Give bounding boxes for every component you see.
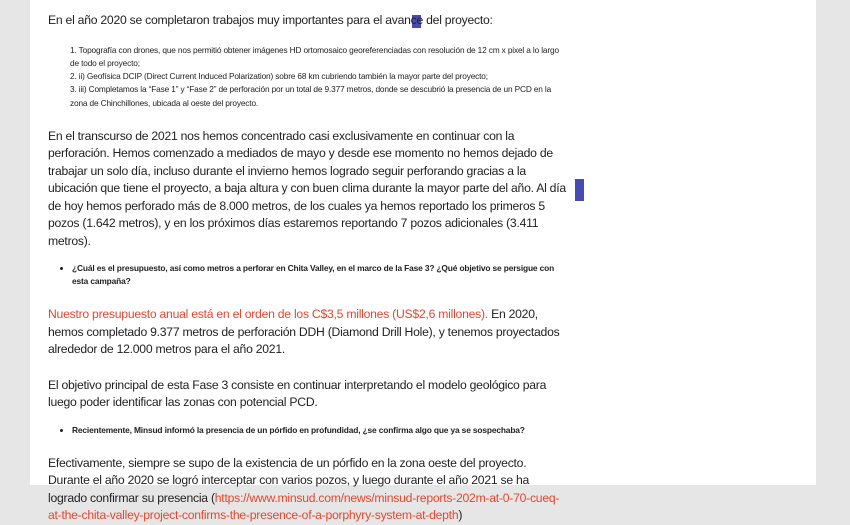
- porphyry-close: ): [458, 508, 463, 523]
- porphyry-link[interactable]: https://www.minsud.com/news/minsud-reports-202m-at-0-70-cueq-at-the-chita-valley-project-confirms-the-presence-of-a-porphyry-system-at-depth: [48, 490, 560, 523]
- scroll-marker: [575, 179, 584, 201]
- list-item: 3. iii) Completamos la “Fase 1” y “Fase 2” de perforación por un total de 9.377 metros, donde se descubrió la presencia de un PCD en la zona de Chinchillones, ubicada al oeste del proyecto.: [70, 84, 552, 108]
- intro-paragraph: En el año 2020 se completaron trabajos muy importantes para el avance del proyecto:: [48, 13, 493, 27]
- question-1: • ¿Cuál es el presupuesto, así como metros a perforar en Chita Valley, en el marco de la Fase 3? ¿Qué objetivo se persigue con esta campaña?: [72, 262, 568, 288]
- list-item: 1. Topografía con drones, que nos permitió obtener imágenes HD ortomosaico georeferenciadas con resolución de 12 cm x pixel a lo largo de todo el proyecto;: [70, 44, 559, 68]
- list-item: 2. ii) Geofísica DCIP (Direct Current Induced Polarization) sobre 68 km cubriendo también la mayor parte del proyecto;: [70, 71, 488, 82]
- porphyry-paragraph: [48, 455, 568, 525]
- article-content: [48, 12, 568, 525]
- achievements-list: [48, 44, 568, 110]
- budget-rest: En 2020, hemos completado 9.377 metros de perforación DDH (Diamond Drill Hole), y tenemos proyectados alrededor de 12.000 metros para el año 2021.: [48, 307, 560, 357]
- question-list-1: [48, 262, 568, 288]
- question-list-2: [48, 424, 568, 437]
- article-page: [30, 0, 816, 523]
- porphyry-text: Efectivamente, siempre se supo de la existencia de un pórfido en la zona oeste del proyecto. Durante el año 2020 se logró interceptar con varios pozos, y luego durante el año 2021 se ha logrado confirmar su presencia (: [48, 455, 530, 505]
- paragraph-2021: En el transcurso de 2021 nos hemos concentrado casi exclusivamente en continuar con la perforación. Hemos comenzado a mediados de mayo y desde ese momento no hemos dejado de trabajar un solo día, incluso durante el invierno hemos logrado seguir perforando gracias a la ubicación que tiene el proyecto, a baja altura y con buen clima durante la mayor parte del año. Al día de hoy hemos perforado más de 8.000 metros, de los cuales ya hemos reportado los primeros 5 pozos (1.642 metros), y en los próximos días estaremos reportando 7 pozos adicionales (3.411 metros).: [48, 128, 566, 248]
- budget-paragraph: [48, 306, 568, 359]
- question-2: • Recientemente, Minsud informó la presencia de un pórfido en profundidad, ¿se confirma algo que ya se sospechaba?: [72, 424, 568, 437]
- budget-highlight: Nuestro presupuesto anual está en el orden de los C$3,5 millones (US$2,6 millones).: [48, 307, 488, 322]
- objective-paragraph: El objetivo principal de esta Fase 3 consiste en continuar interpretando el modelo geológico para luego poder identificar las zonas con potencial PCD.: [48, 377, 547, 410]
